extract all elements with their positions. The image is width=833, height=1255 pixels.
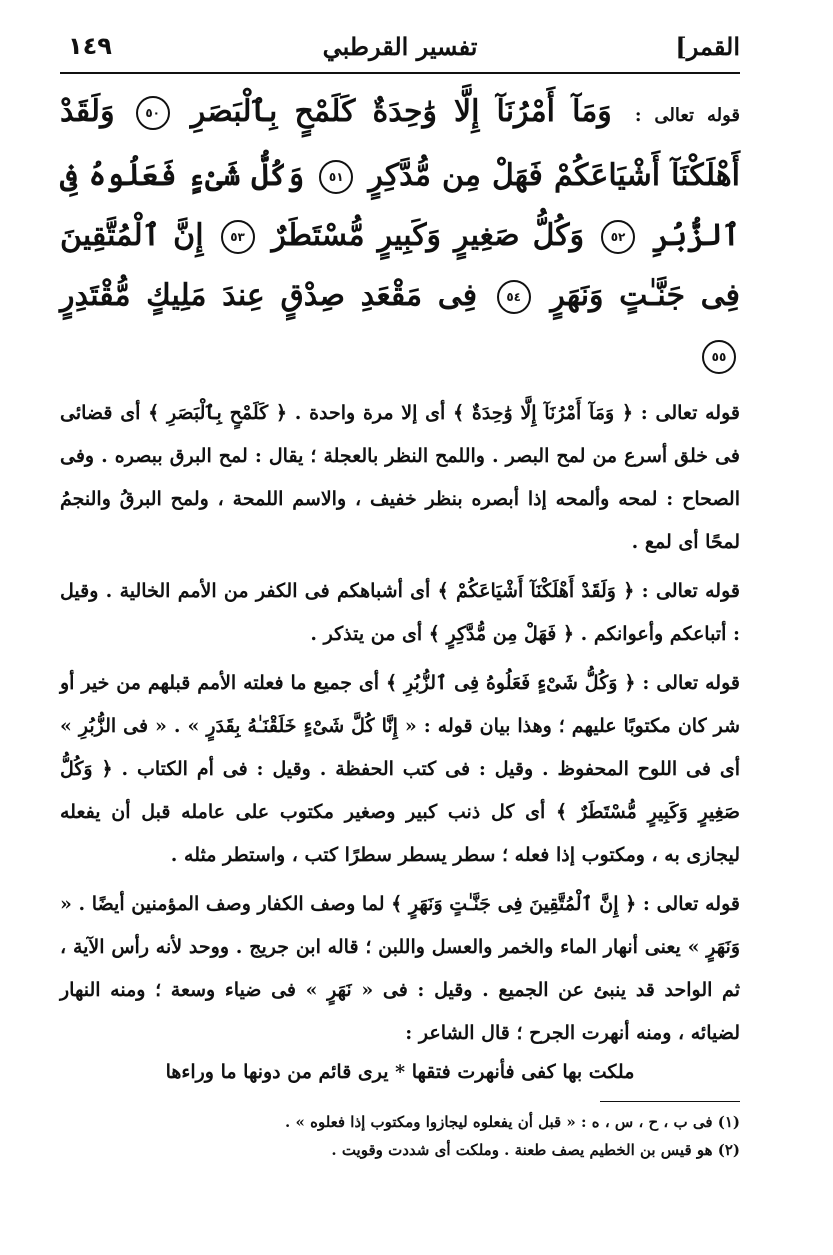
book-title: تفسير القرطبي [322,32,478,61]
commentary-paragraph-1: قوله تعالى : ﴿ وَمَآ أَمْرُنَآ إِلَّا وَٰحِدَةٌ ﴾ أى إلا مرة واحدة . ﴿ كَلَمْحٍ بِٱلْبَصَرِ ﴾ أى قضائى فى خلق أسرع من لمح البصر . واللمح النظر بالعجلة ؛ يقال : لمح البرق ببصره . وفى الصحاح : لمحه وألمحه إذا أبصره بنظر خفيف ، والاسم اللمحة ، ولمح البرقُ والنجمُ لمحًا أى لمع . [60,402,740,553]
verse-55: فِى مَقْعَدِ صِدْقٍ عِندَ مَلِيكٍ مُّقْتَدِرٍ [60,278,478,313]
commentary [60,392,740,1055]
ayah-marker-54: ٥٤ [497,280,531,314]
verse-51: وَلَقَدْ أَهْلَكْنَآ أَشْيَاعَكُمْ فَهَلْ مِن مُّدَّكِرٍ [60,94,740,193]
surah-name: القمر] [675,32,740,61]
quran-verses [60,82,740,386]
verse-54: إِنَّ ٱلْمُتَّقِينَ فِى جَنَّـٰتٍ وَنَهَرٍ [60,218,740,313]
footnote-1: (١) فى ب ، ح ، س ، ه : « قبل أن يفعلوه ليجازوا ومكتوب إذا فعلوه » . [285,1113,740,1131]
page-number: ١٤٩ [68,32,112,60]
book-page [60,30,740,1230]
verse-52: وَكُلُّ شَىْءٍ فَعَلُوهُ فِى ٱلزُّبُرِ [60,158,740,253]
footnotes [60,1108,740,1164]
page-header [60,30,740,72]
ayah-marker-51: ٥١ [319,160,353,194]
verse-50: وَمَآ أَمْرُنَآ إِلَّا وَٰحِدَةٌ كَلَمْحٍ بِٱلْبَصَرِ [190,94,612,129]
quran-lead: قوله تعالى : [634,105,740,126]
ayah-marker-50: ٥٠ [136,96,170,130]
commentary-paragraph-3: قوله تعالى : ﴿ وَكُلُّ شَىْءٍ فَعَلُوهُ فِى ٱلزُّبُرِ ﴾ أى جميع ما فعلته الأمم قبلهم من خير أو شر كان مكتوبًا عليهم ؛ وهذا بيان قوله : « إِنَّا كُلَّ شَىْءٍ خَلَقْنَـٰهُ بِقَدَرٍ » . « فى الزُّبُرِ » أى فى اللوح المحفوظ . وقيل : فى كتب الحفظة . وقيل : فى أم الكتاب . ﴿ وَكُلُّ صَغِيرٍ وَكَبِيرٍ مُّسْتَطَرٌ ﴾ أى كل ذنب كبير وصغير مكتوب على عامله قبل أن يفعله ليجازى به ، ومكتوب إذا فعله ؛ سطر يسطر سطرًا كتب ، واستطر مثله . [60,672,740,866]
poem-verse: ملكت بها كفى فأنهرت فتقها * يرى قائم من دونها ما وراءها [165,1061,635,1083]
ayah-marker-52: ٥٢ [601,220,635,254]
footnote-separator [600,1101,740,1102]
header-rule [60,72,740,74]
commentary-paragraph-2: قوله تعالى : ﴿ وَلَقَدْ أَهْلَكْنَآ أَشْيَاعَكُمْ ﴾ أى أشباهكم فى الكفر من الأمم الخالية . وقيل : أتباعكم وأعوانكم . ﴿ فَهَلْ مِن مُّدَّكِرٍ ﴾ أى من يتذكر . [60,580,740,645]
ayah-marker-53: ٥٣ [221,220,255,254]
footnote-2: (٢) هو قيس بن الخطيم يصف طعنة . وملكت أى شددت وقويت . [331,1141,740,1159]
commentary-paragraph-4: قوله تعالى : ﴿ إِنَّ ٱلْمُتَّقِينَ فِى جَنَّـٰتٍ وَنَهَرٍ ﴾ لما وصف الكفار وصف المؤمنين أيضًا . « وَنَهَرٍ » يعنى أنهار الماء والخمر والعسل واللبن ؛ قاله ابن جريج . ووحد لأنه رأس الآية ، ثم الواحد قد ينبئ عن الجميع . وقيل : فى « نَهَرٍ » فى ضياء وسعة ؛ ومنه النهار لضيائه ، ومنه أنهرت الجرح ؛ قال الشاعر : [60,893,740,1044]
surah-name-text: القمر [686,32,740,61]
ayah-marker-55: ٥٥ [702,340,736,374]
verse-53: وَكُلُّ صَغِيرٍ وَكَبِيرٍ مُّسْتَطَرٌ [271,218,585,253]
